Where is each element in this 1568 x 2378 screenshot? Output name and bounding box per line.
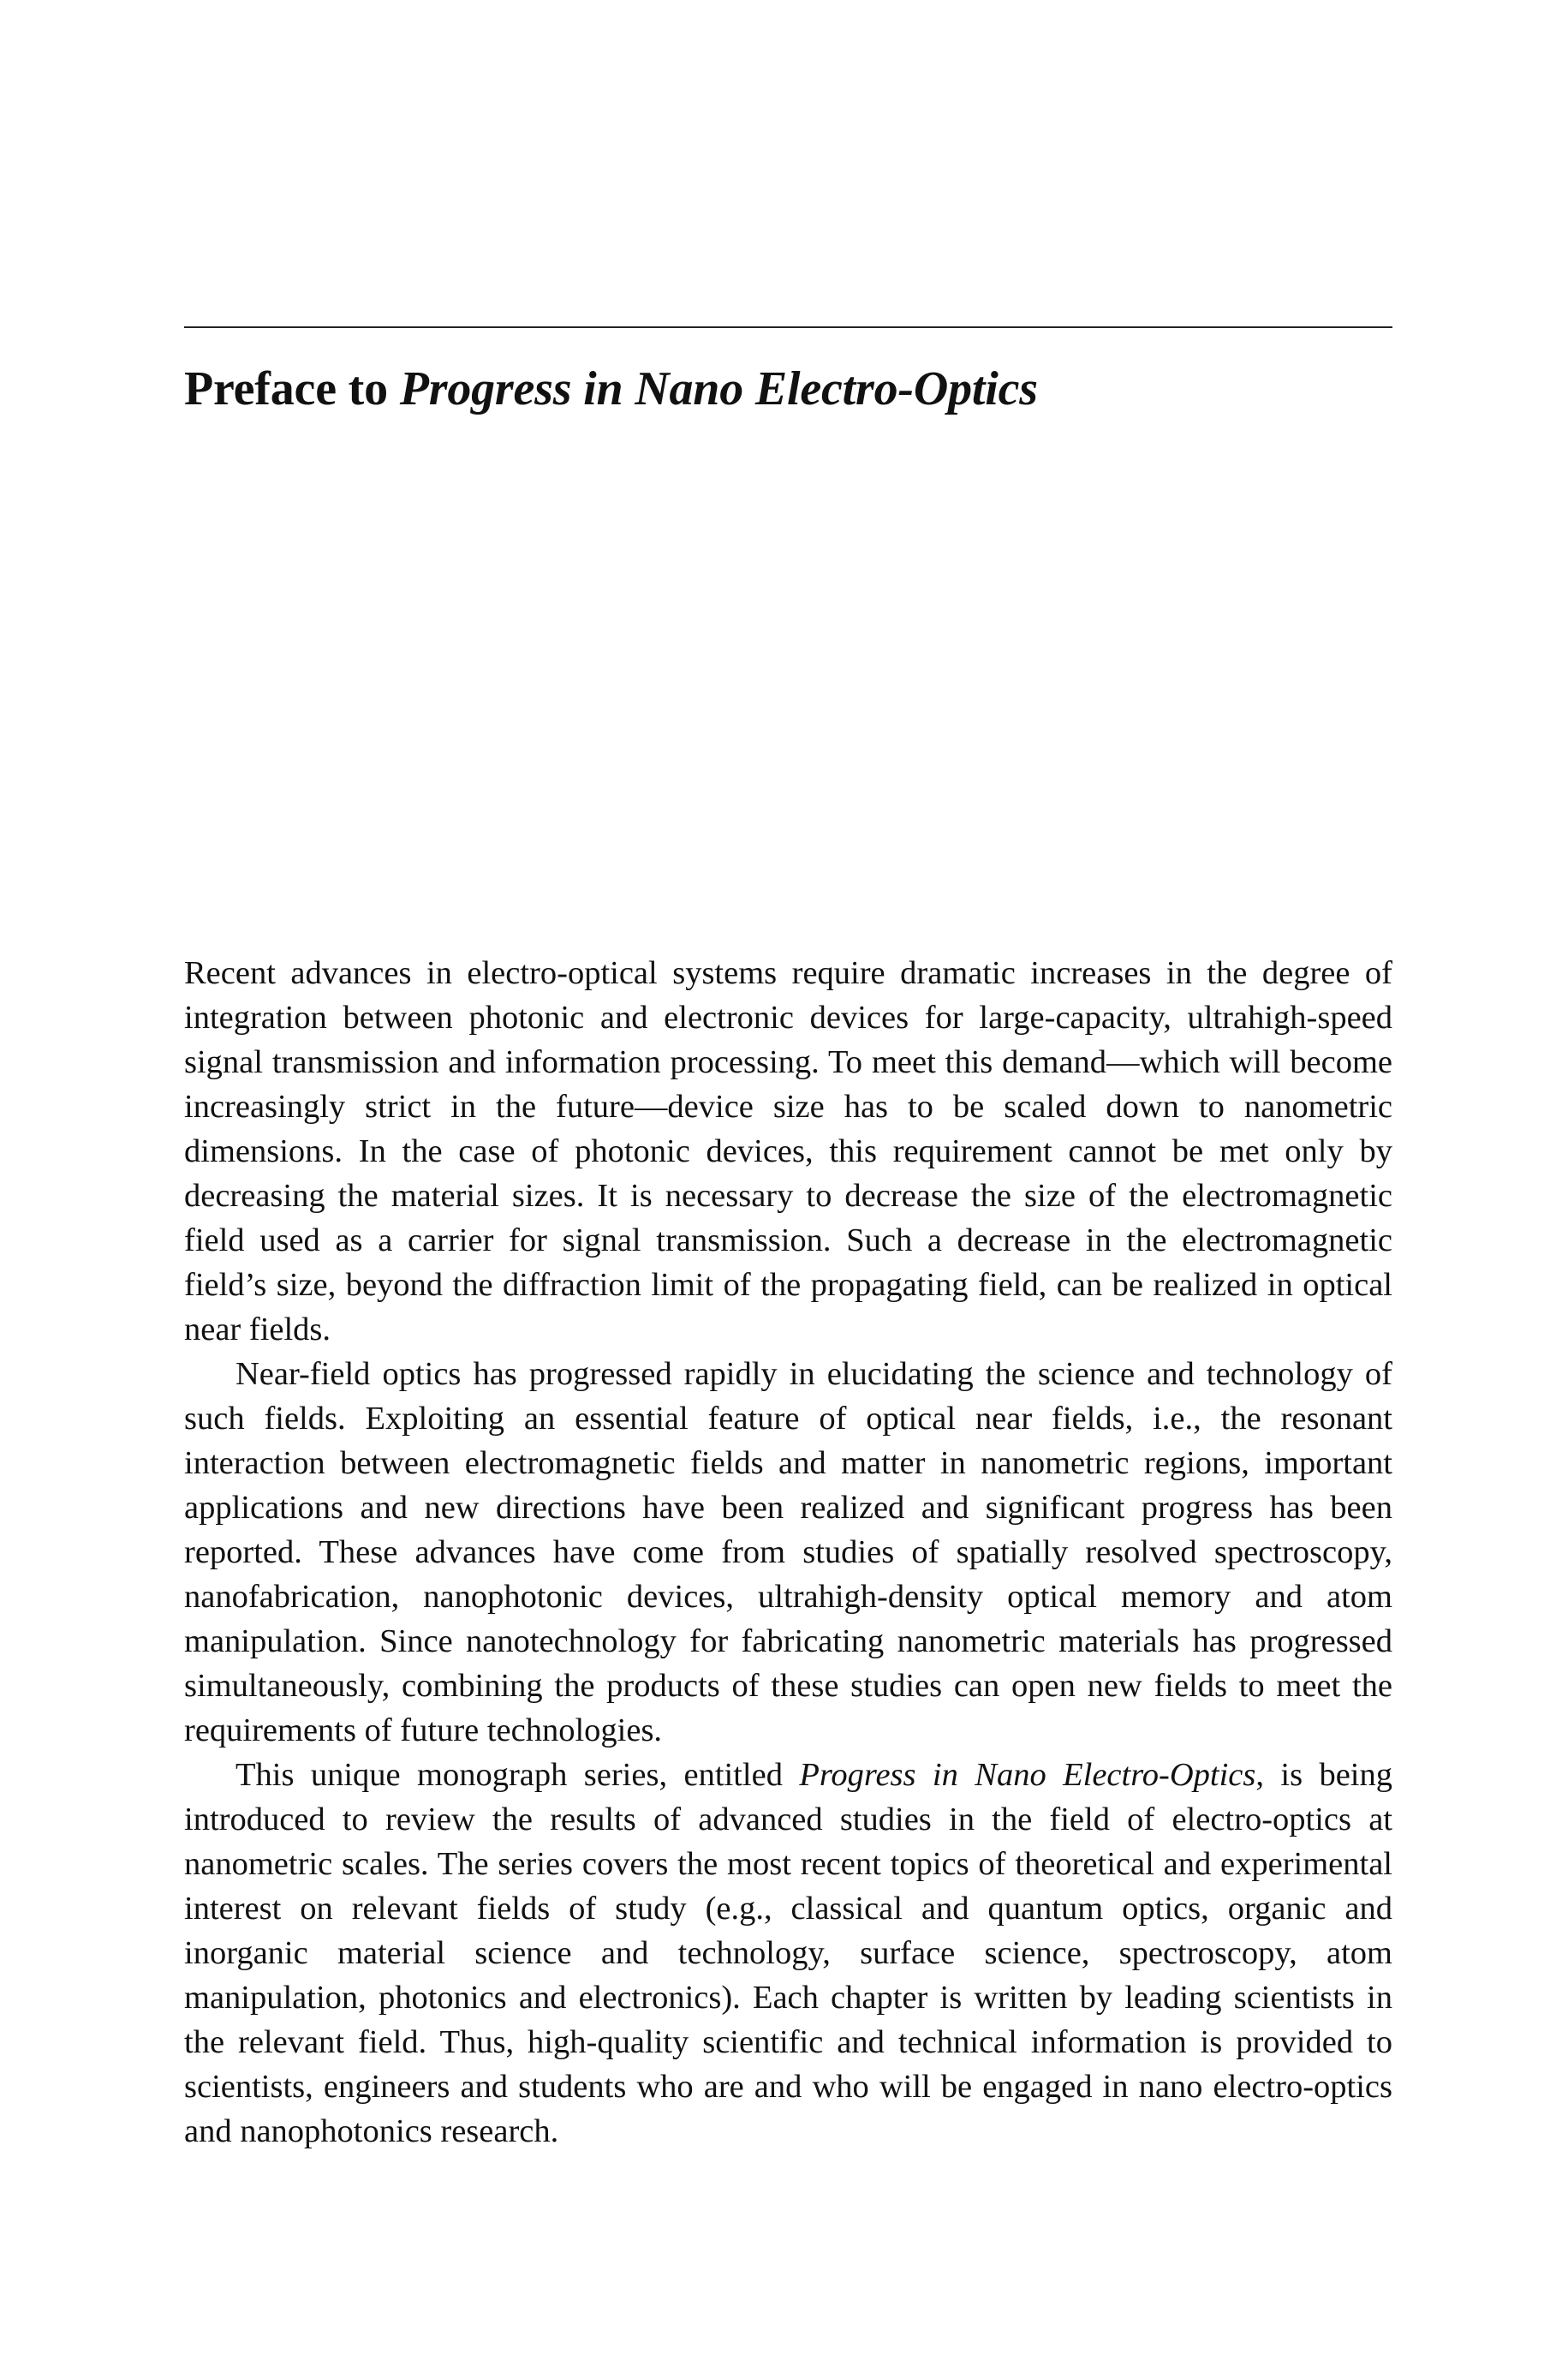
paragraph-2: Near-field optics has progressed rapidly in elucidating the science and technology of such fields. Exploiting an essential feature of optical near fields, i.e., the resonant interaction between electromagnetic fields and matter in nanometric regions, important applications and new directions have been realized and significant progress has been reported. These advances have come from studies of spatially resolved spectroscopy, nanofabrication, nanophotonic devices, ultrahigh-density optical memory and atom manipulation. Since nanotechnology for fabricating nanometric materials has progressed simultaneously, combining the products of these studies can open new fields to meet the requirements of future technologies. bbox=[184, 1356, 1392, 1748]
heading-rule bbox=[184, 326, 1392, 328]
paragraph-3-lead: This unique monograph series, entitled bbox=[235, 1757, 800, 1793]
paragraph-3-rest: , is being introduced to review the results of advanced studies in the field of electro-optics at nanometric scales. The series covers the most recent topics of theoretical and experimental interest on relevant fields of study (e.g., classical and quantum optics, organic and inorganic material science and technology, surface science, spectroscopy, atom manipulation, photonics and electronics). Each chapter is written by leading scientists in the relevant field. Thus, high-quality scientific and technical information is provided to scientists, engineers and students who are and who will be engaged in nano electro-optics and nanophotonics research. bbox=[184, 1757, 1392, 2149]
paragraph-1: Recent advances in electro-optical systems require dramatic increases in the degree of integration between photonic and electronic devices for large-capacity, ultrahigh-speed signal transmission and information processing. To meet this demand—which will become increasingly strict in the future—device size has to be scaled down to nanometric dimensions. In the case of photonic devices, this requirement cannot be met only by decreasing the material sizes. It is necessary to decrease the size of the electromagnetic field used as a carrier for signal transmission. Such a decrease in the electromagnetic field’s size, beyond the diffraction limit of the propagating field, can be realized in optical near fields. bbox=[184, 955, 1392, 1347]
paragraph-3 bbox=[184, 1753, 1392, 2154]
page-title bbox=[184, 358, 1038, 420]
preface-body bbox=[184, 951, 1392, 2154]
paragraph-3-series-title: Progress in Nano Electro-Optics bbox=[799, 1757, 1256, 1793]
page-title-series: Progress in Nano Electro-Optics bbox=[399, 362, 1038, 415]
page-title-prefix: Preface to bbox=[184, 362, 400, 415]
